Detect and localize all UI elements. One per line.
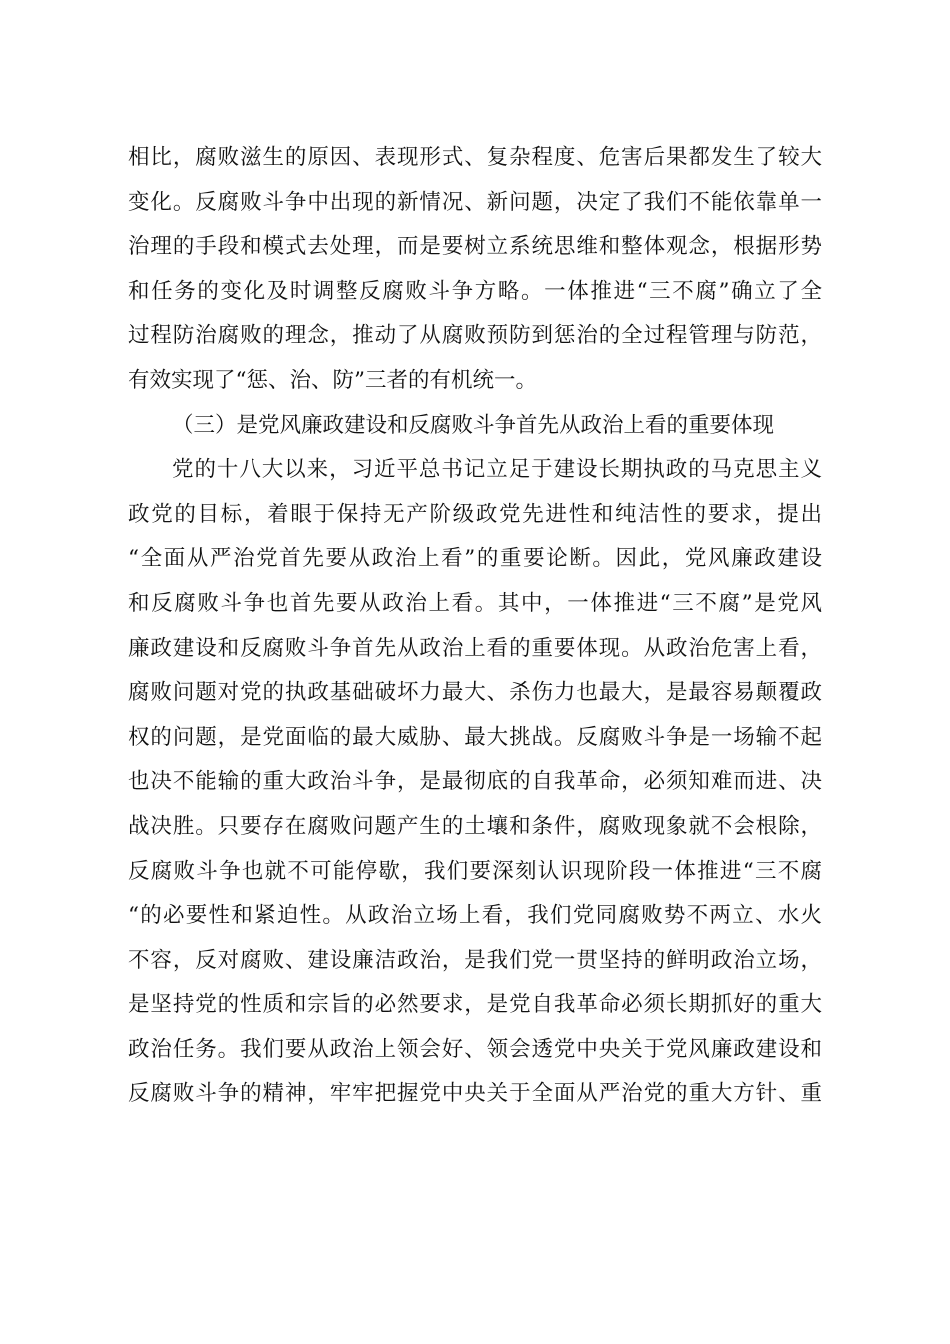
section-heading: （三）是党风廉政建设和反腐败斗争首先从政治上看的重要体现: [172, 412, 775, 438]
text-line: 变化。反腐败斗争中出现的新情况、新问题，决定了我们不能依靠单一: [128, 189, 822, 215]
text-line: 政党的目标，着眼于保持无产阶级政党先进性和纯洁性的要求，提出: [128, 501, 822, 527]
text-line: 廉政建设和反腐败斗争首先从政治上看的重要体现。从政治危害上看，: [128, 635, 822, 661]
body-text: [128, 136, 822, 1117]
text-line: 过程防治腐败的理念，推动了从腐败预防到惩治的全过程管理与防范，: [128, 323, 822, 349]
text-line: 相比，腐败滋生的原因、表现形式、复杂程度、危害后果都发生了较大: [128, 145, 822, 170]
text-line: 政治任务。我们要从政治上领会好、领会透党中央关于党风廉政建设和: [128, 1036, 822, 1062]
text-line: “的必要性和紧迫性。从政治立场上看，我们党同腐败势不两立、水火: [128, 903, 822, 929]
text-line: “全面从严治党首先要从政治上看”的重要论断。因此，党风廉政建设: [128, 546, 822, 572]
text-line: 腐败问题对党的执政基础破坏力最大、杀伤力也最大，是最容易颠覆政: [128, 680, 822, 706]
text-line: 不容，反对腐败、建设廉洁政治，是我们党一贯坚持的鲜明政治立场，: [128, 947, 822, 973]
text-line: 和任务的变化及时调整反腐败斗争方略。一体推进“三不腐”确立了全: [128, 278, 822, 304]
text-line: 有效实现了“惩、治、防”三者的有机统一。: [128, 367, 537, 393]
text-line: 和反腐败斗争也首先要从政治上看。其中，一体推进“三不腐”是党风: [128, 590, 822, 616]
text-line: 是坚持党的性质和宗旨的必然要求，是党自我革命必须长期抓好的重大: [128, 992, 822, 1018]
text-line: 反腐败斗争也就不可能停歇，我们要深刻认识现阶段一体推进“三不腐: [128, 858, 822, 884]
text-line: 权的问题，是党面临的最大威胁、最大挑战。反腐败斗争是一场输不起: [128, 724, 822, 750]
text-line: 党的十八大以来，习近平总书记立足于建设长期执政的马克思主义: [172, 457, 822, 483]
text-line: 治理的手段和模式去处理，而是要树立系统思维和整体观念，根据形势: [128, 234, 822, 260]
text-line: 战决胜。只要存在腐败问题产生的土壤和条件，腐败现象就不会根除，: [128, 813, 822, 839]
text-line: 反腐败斗争的精神，牢牢把握党中央关于全面从严治党的重大方针、重: [128, 1081, 822, 1107]
text-line: 也决不能输的重大政治斗争，是最彻底的自我革命，必须知难而进、决: [128, 769, 822, 795]
